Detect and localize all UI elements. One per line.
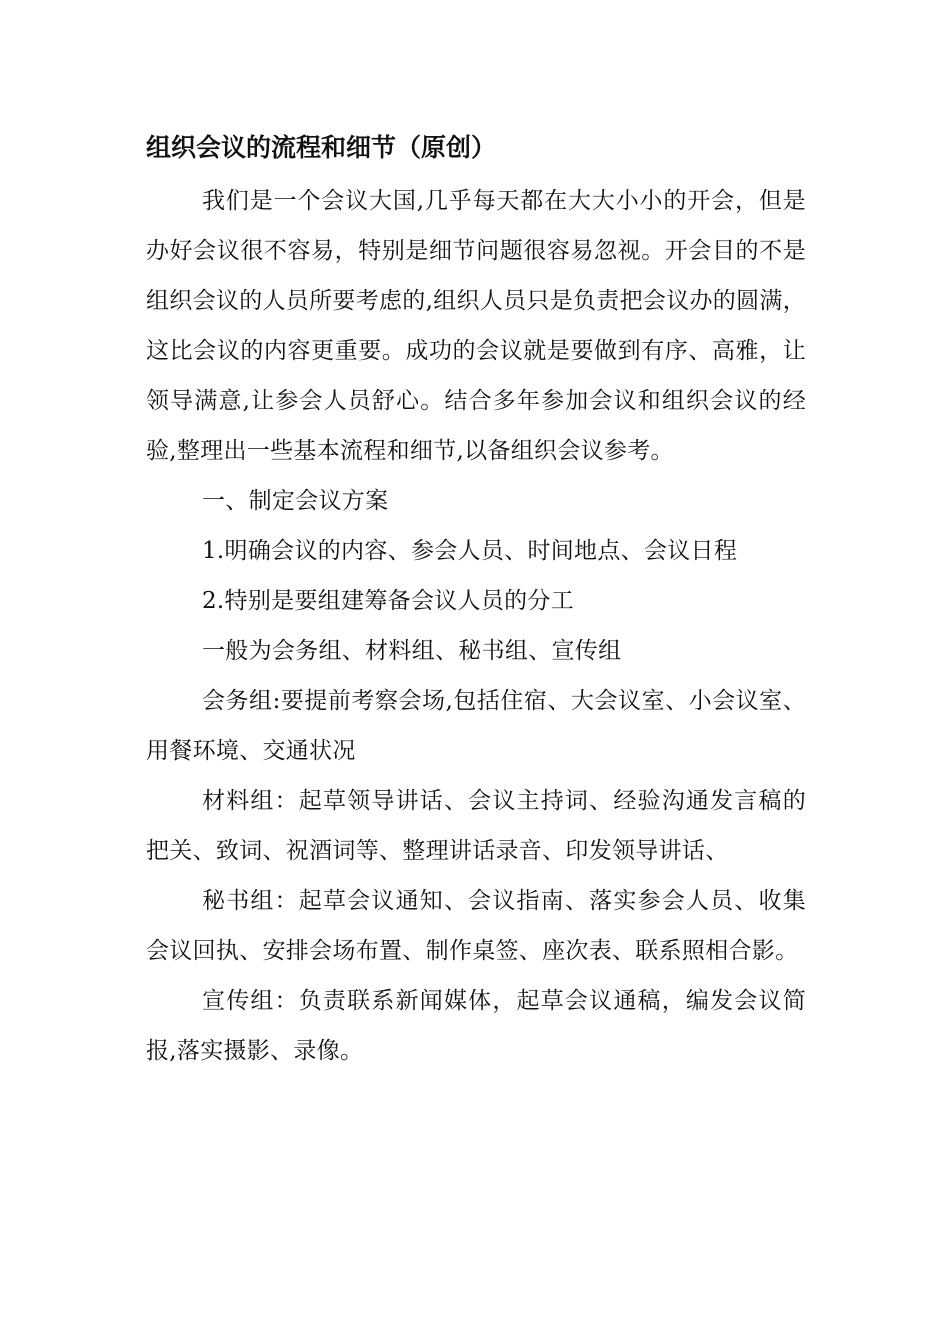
paragraph-materials-group: 材料组：起草领导讲话、会议主持词、经验沟通发言稿的把关、致词、祝酒词等、整理讲话录音、印发领导讲话、 — [146, 788, 806, 864]
document-body — [146, 176, 806, 1076]
paragraph-item-2: 2.特别是要组建筹备会议人员的分工 — [202, 588, 575, 614]
paragraph-item-1: 1.明确会议的内容、参会人员、时间地点、会议日程 — [202, 538, 738, 564]
paragraph-publicity-group: 宣传组：负责联系新闻媒体，起草会议通稿，编发会议简报,落实摄影、录像。 — [146, 988, 806, 1064]
paragraph-affairs-group: 会务组:要提前考察会场,包括住宿、大会议室、小会议室、用餐环境、交通状况 — [146, 688, 806, 764]
section-heading-plan: 一、制定会议方案 — [202, 488, 389, 514]
paragraph-groups: 一般为会务组、材料组、秘书组、宣传组 — [202, 638, 622, 664]
paragraph-secretary-group: 秘书组：起草会议通知、会议指南、落实参会人员、收集会议回执、安排会场布置、制作桌签、座次表、联系照相合影。 — [146, 888, 806, 964]
document-title: 组织会议的流程和细节（原创） — [146, 133, 497, 162]
paragraph-intro: 我们是一个会议大国,几乎每天都在大大小小的开会，但是办好会议很不容易，特别是细节问题很容易忽视。开会目的不是组织会议的人员所要考虑的,组织人员只是负责把会议办的圆满，这比会议的内容更重要。成功的会议就是要做到有序、高雅，让领导满意,让参会人员舒心。结合多年参加会议和组织会议的经验,整理出一些基本流程和细节,以备组织会议参考。 — [146, 188, 807, 464]
